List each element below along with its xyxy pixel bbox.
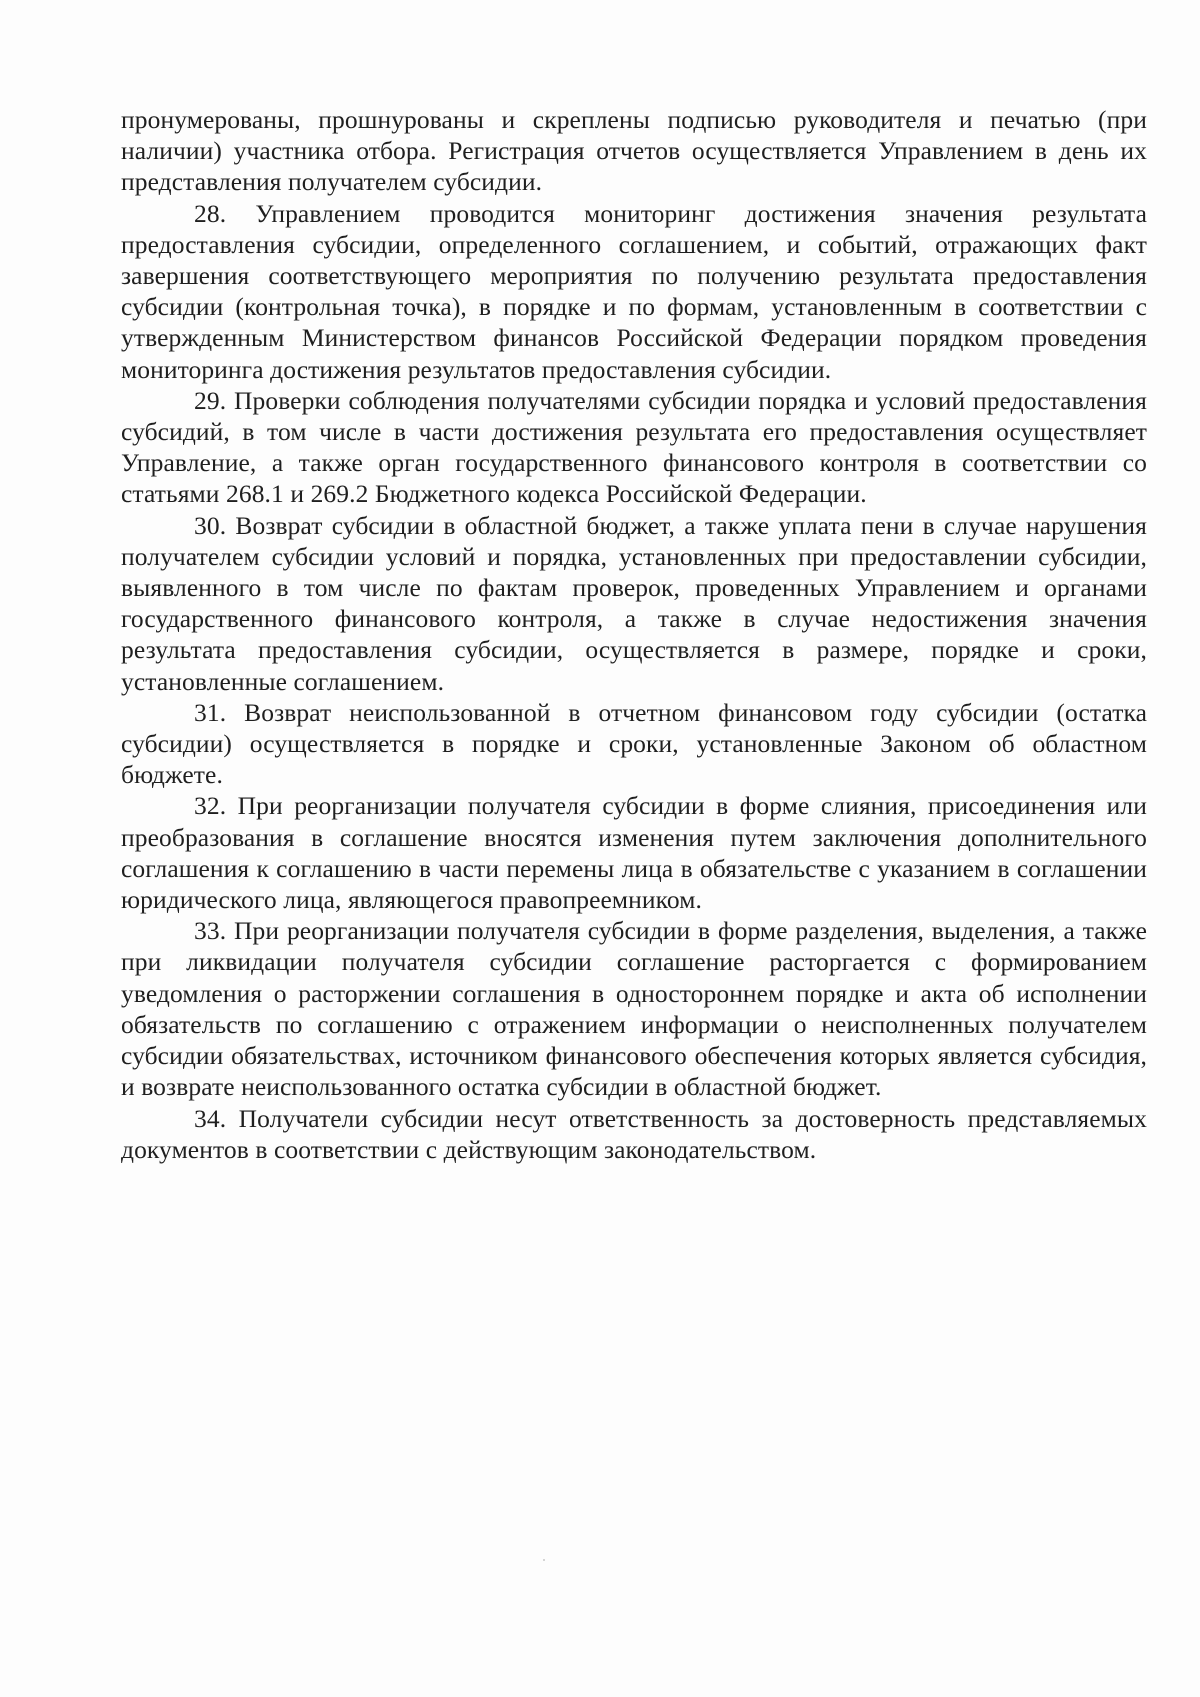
scan-speck bbox=[543, 1559, 545, 1561]
paragraph-33: 33. При реорганизации получателя субсидии в форме разделения, выделения, а также при ликвидации получателя субсидии соглашение расторгается с формированием уведомления о расторжении соглашения в одностороннем порядке и акта об исполнении обязательств по соглашению с отражением информации о неисполненных получателем субсидии обязательствах, источником финансового обеспечения которых является субсидия, и возврате неиспользованного остатка субсидии в областной бюджет. bbox=[121, 916, 1147, 1102]
document-body bbox=[121, 104, 1147, 1165]
paragraph-31: 31. Возврат неиспользованной в отчетном финансовом году субсидии (остатка субсидии) осуществляется в порядке и сроки, установленные Законом об областном бюджете. bbox=[121, 697, 1147, 790]
paragraph-29: 29. Проверки соблюдения получателями субсидии порядка и условий предоставления субсидий, в том числе в части достижения результата его предоставления осуществляет Управление, а также орган государственного финансового контроля в соответствии со статьями 268.1 и 269.2 Бюджетного кодекса Российской Федерации. bbox=[121, 385, 1147, 509]
paragraph-28: 28. Управлением проводится мониторинг достижения значения результата предоставления субсидии, определенного соглашением, и событий, отражающих факт завершения соответствующего мероприятия по получению результата предоставления субсидии (контрольная точка), в порядке и по формам, установленным в соответствии с утвержденным Министерством финансов Российской Федерации порядком проведения мониторинга достижения результатов предоставления субсидии. bbox=[121, 198, 1147, 384]
paragraph-continuation: пронумерованы, прошнурованы и скреплены подписью руководителя и печатью (при наличии) участника отбора. Регистрация отчетов осуществляется Управлением в день их представления получателем субсидии. bbox=[121, 105, 1147, 197]
paragraph-32: 32. При реорганизации получателя субсидии в форме слияния, присоединения или преобразования в соглашение вносятся изменения путем заключения дополнительного соглашения к соглашению в части перемены лица в обязательстве с указанием в соглашении юридического лица, являющегося правопреемником. bbox=[121, 791, 1147, 915]
paragraph-30: 30. Возврат субсидии в областной бюджет, а также уплата пени в случае нарушения получателем субсидии условий и порядка, установленных при предоставлении субсидии, выявленного в том числе по фактам проверок, проведенных Управлением и органами государственного финансового контроля, а также в случае недостижения значения результата предоставления субсидии, осуществляется в размере, порядке и сроки, установленные соглашением. bbox=[121, 510, 1147, 696]
paragraph-34: 34. Получатели субсидии несут ответственность за достоверность представляемых документов в соответствии с действующим законодательством. bbox=[121, 1103, 1147, 1164]
